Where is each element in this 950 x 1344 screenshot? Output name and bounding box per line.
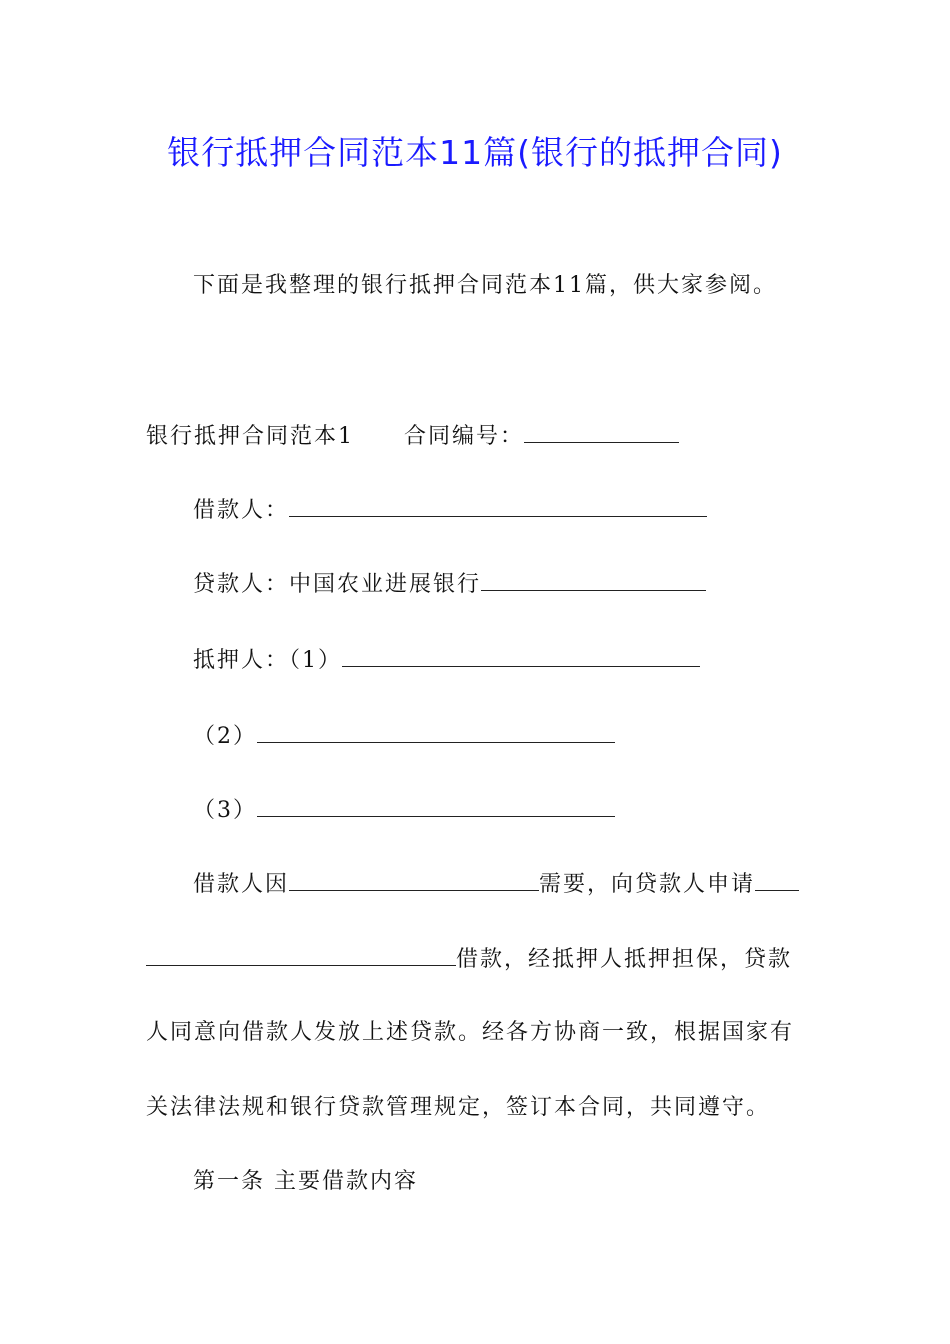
mortgagor-3-label: （3）	[193, 798, 257, 823]
mortgagor-1-blank[interactable]	[342, 644, 700, 667]
loan-purpose-blank[interactable]	[289, 868, 539, 891]
mortgagor-2-line	[193, 720, 615, 753]
loan-amount-blank[interactable]	[146, 943, 456, 966]
contract-number-blank[interactable]	[524, 420, 679, 443]
loan-amount-blank-start[interactable]	[755, 868, 799, 891]
contract-number-label: 合同编号：	[404, 424, 525, 449]
loan-request-text: 需要，向贷款人申请	[539, 872, 756, 897]
loan-amount-line	[146, 943, 792, 976]
mortgagor-3-blank[interactable]	[257, 794, 615, 817]
paragraph-line-3: 人同意向借款人发放上述贷款。经各方协商一致，根据国家有	[146, 1020, 795, 1045]
mortgagor-1-label: （1）	[289, 648, 343, 673]
intro-paragraph: 下面是我整理的银行抵押合同范本11篇，供大家参阅。	[193, 273, 777, 298]
mortgagor-3-line	[193, 794, 615, 827]
lender-value: 中国农业进展银行	[289, 572, 482, 597]
lender-label: 贷款人：	[193, 572, 290, 597]
document-title: 银行抵押合同范本11篇(银行的抵押合同)	[167, 133, 783, 172]
contract-heading: 银行抵押合同范本1	[146, 424, 354, 449]
contract-heading-line	[146, 420, 679, 453]
loan-purpose-line	[193, 868, 799, 901]
borrower-blank[interactable]	[289, 494, 707, 517]
mortgagor-line	[193, 644, 700, 677]
lender-line	[193, 568, 706, 601]
loan-purpose-prefix: 借款人因	[193, 872, 290, 897]
paragraph-line-4: 关法律法规和银行贷款管理规定，签订本合同，共同遵守。	[146, 1095, 771, 1120]
mortgagor-label: 抵押人：	[193, 648, 290, 673]
lender-blank[interactable]	[481, 568, 706, 591]
borrower-label: 借款人：	[193, 498, 290, 523]
borrower-line	[193, 494, 707, 527]
mortgagor-2-label: （2）	[193, 724, 257, 749]
loan-guarantee-text: 借款，经抵押人抵押担保，贷款	[456, 947, 793, 972]
article-1-heading: 第一条 主要借款内容	[193, 1169, 418, 1194]
mortgagor-2-blank[interactable]	[257, 720, 615, 743]
